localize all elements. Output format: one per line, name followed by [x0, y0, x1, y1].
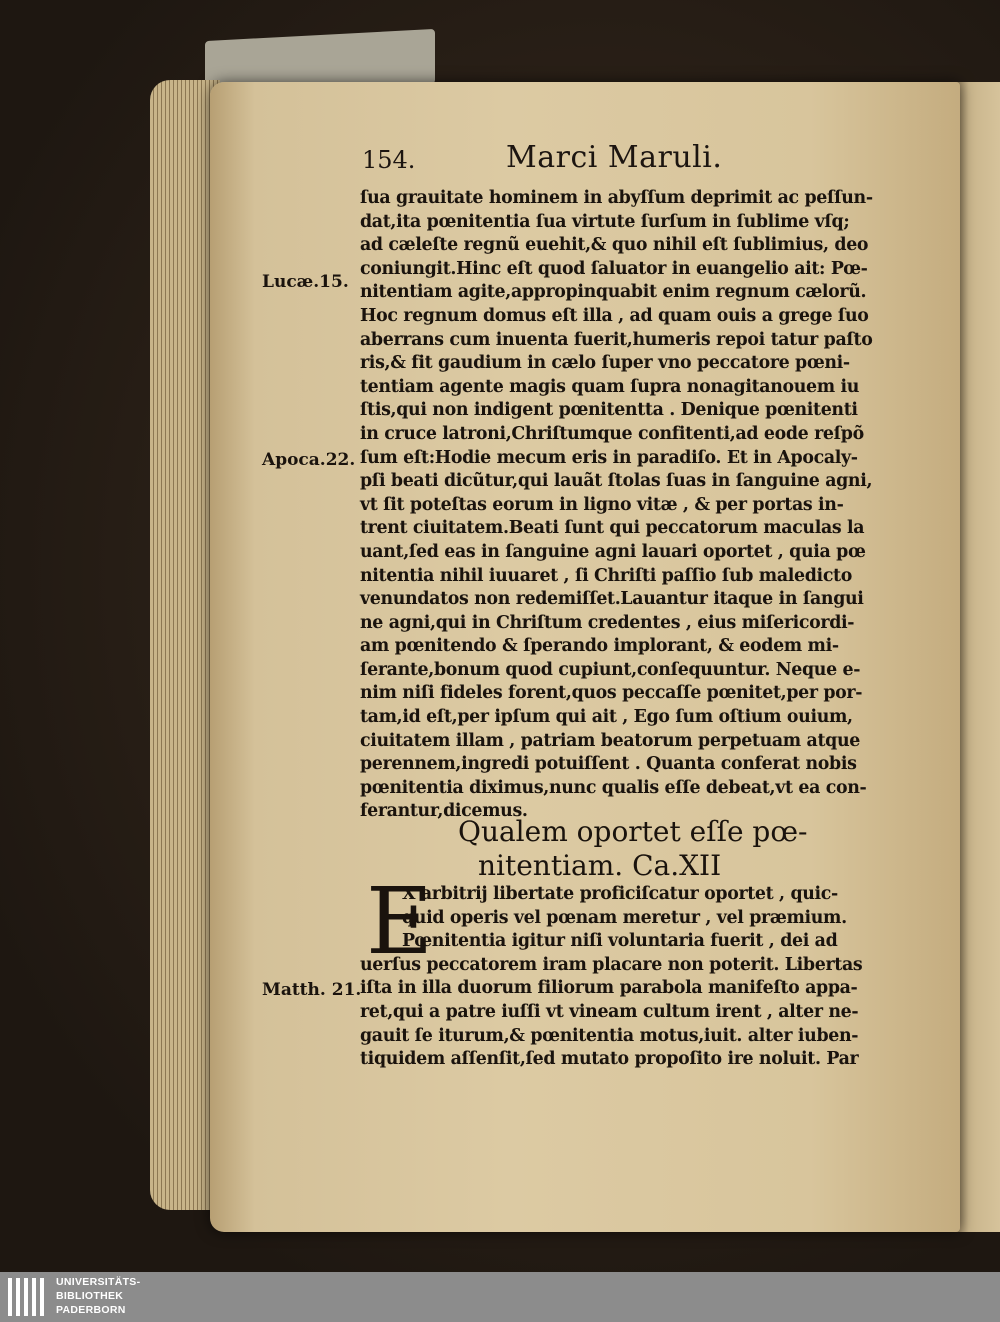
text-line: perennem,ingredi potuiſſent . Quanta conferat nobis	[360, 754, 857, 775]
text-line: ciuitatem illam , patriam beatorum perpetuam atque	[360, 730, 860, 751]
text-line: tam,id eſt,per ipſum qui ait , Ego ſum oſtium ouium,	[360, 707, 853, 728]
text-line: am pœnitendo & ſperando implorant, & eodem mi-	[360, 636, 839, 657]
text-line: quid operis vel pœnam meretur , vel præmium.	[402, 907, 847, 928]
text-line: tentiam agente magis quam ſupra nonagitanouem iu	[360, 376, 860, 397]
text-line: nitentiam agite,appropinquabit enim regnum cælorũ.	[360, 282, 867, 303]
library-logo-icon	[8, 1278, 48, 1316]
body-text	[360, 187, 880, 824]
text-line: ferantur,dicemus.	[360, 801, 528, 822]
text-line: pœnitentia diximus,nunc qualis eſſe debeat,vt ea con-	[360, 777, 867, 798]
library-name	[56, 1275, 140, 1317]
library-footer	[0, 1272, 1000, 1322]
margin-note-apoca: Apoca.22.	[262, 450, 356, 470]
text-line: nitentia nihil iuuaret , ſi Chriſti paſſio ſub maledicto	[360, 565, 852, 586]
text-line: coniungit.Hinc eſt quod ſaluator in euangelio ait: Pœ-	[360, 258, 868, 279]
text-line: venundatos non redemiſſet.Lauantur itaque in ſangui	[360, 589, 864, 610]
text-line: ris,& fit gaudium in cælo ſuper vno peccatore pœni-	[360, 353, 850, 374]
text-line: ret,qui a patre iuſſi vt vineam cultum irent , alter ne-	[360, 1001, 859, 1022]
text-line: vt ſit poteſtas eorum in ligno vitæ , & per portas in-	[360, 494, 844, 515]
text-line: X arbitrij libertate proficiſcatur oportet , quic-	[402, 884, 838, 904]
chapter-heading-line-2: nitentiam. Ca.XII	[478, 849, 722, 882]
text-line: ne agni,qui in Chriſtum credentes , eius miſericordi-	[360, 612, 855, 633]
library-name-line-1: UNIVERSITÄTS-	[56, 1276, 141, 1288]
text-line: nim niſi fideles forent,quos peccaſſe pœnitet,per por-	[360, 683, 863, 704]
text-line: Hoc regnum domus eſt illa , ad quam ouis a grege ſuo	[360, 305, 869, 326]
text-line: gauit ſe iturum,& pœnitentia motus,iuit. alter iuben-	[360, 1025, 859, 1046]
text-line: iſta in illa duorum filiorum parabola manifeſto appa-	[360, 978, 858, 999]
text-line: ſua grauitate hominem in abyſſum deprimit ac peſſun-	[360, 188, 873, 208]
text-line: ſerante,bonum quod cupiunt,conſequuntur. Neque e-	[360, 659, 861, 680]
text-line: pſi beati dicũtur,qui lauãt ſtolas ſuas in ſanguine agni,	[360, 471, 873, 492]
text-line: ad cæleſte regnũ euehit,& quo nihil eſt ſublimius, deo	[360, 235, 869, 256]
chapter-heading-line-1: Qualem oportet eſſe pœ-	[458, 815, 808, 848]
text-line: uerſus peccatorem iram placare non poterit. Libertas	[360, 954, 863, 975]
margin-note-matth: Matth. 21.	[262, 980, 362, 1000]
text-line: Pœnitentia igitur niſi voluntaria fuerit , dei ad	[402, 931, 838, 952]
chapter-text	[360, 883, 880, 1072]
page-header	[360, 140, 920, 180]
margin-note-lucae: Lucæ.15.	[262, 272, 349, 292]
text-line: uant,ſed eas in ſanguine agni lauari oportet , quia pœ	[360, 541, 866, 562]
text-line: tiquidem aſſenſit,ſed mutato propoſito ire noluit. Par	[360, 1049, 859, 1070]
library-name-line-2: BIBLIOTHEK	[56, 1290, 124, 1302]
page-number: 154.	[362, 146, 416, 174]
text-line: ſtis,qui non indigent pœnitentta . Denique pœnitenti	[360, 400, 858, 421]
text-line: aberrans cum inuenta fuerit,humeris repoi tatur paſto	[360, 329, 873, 350]
library-name-line-3: PADERBORN	[56, 1304, 126, 1316]
chapter-heading	[458, 815, 878, 883]
text-line: in cruce latroni,Chriſtumque confitenti,ad eode reſpõ	[360, 423, 864, 444]
text-line: trent ciuitatem.Beati ſunt qui peccatorum maculas la	[360, 518, 865, 539]
text-line: dat,ita pœnitentia ſua virtute ſurſum in ſublime vſq;	[360, 211, 850, 232]
drop-cap: E	[366, 868, 434, 975]
text-line: ſum eſt:Hodie mecum eris in paradiſo. Et in Apocaly-	[360, 447, 858, 468]
running-title: Marci Maruli.	[506, 140, 723, 175]
